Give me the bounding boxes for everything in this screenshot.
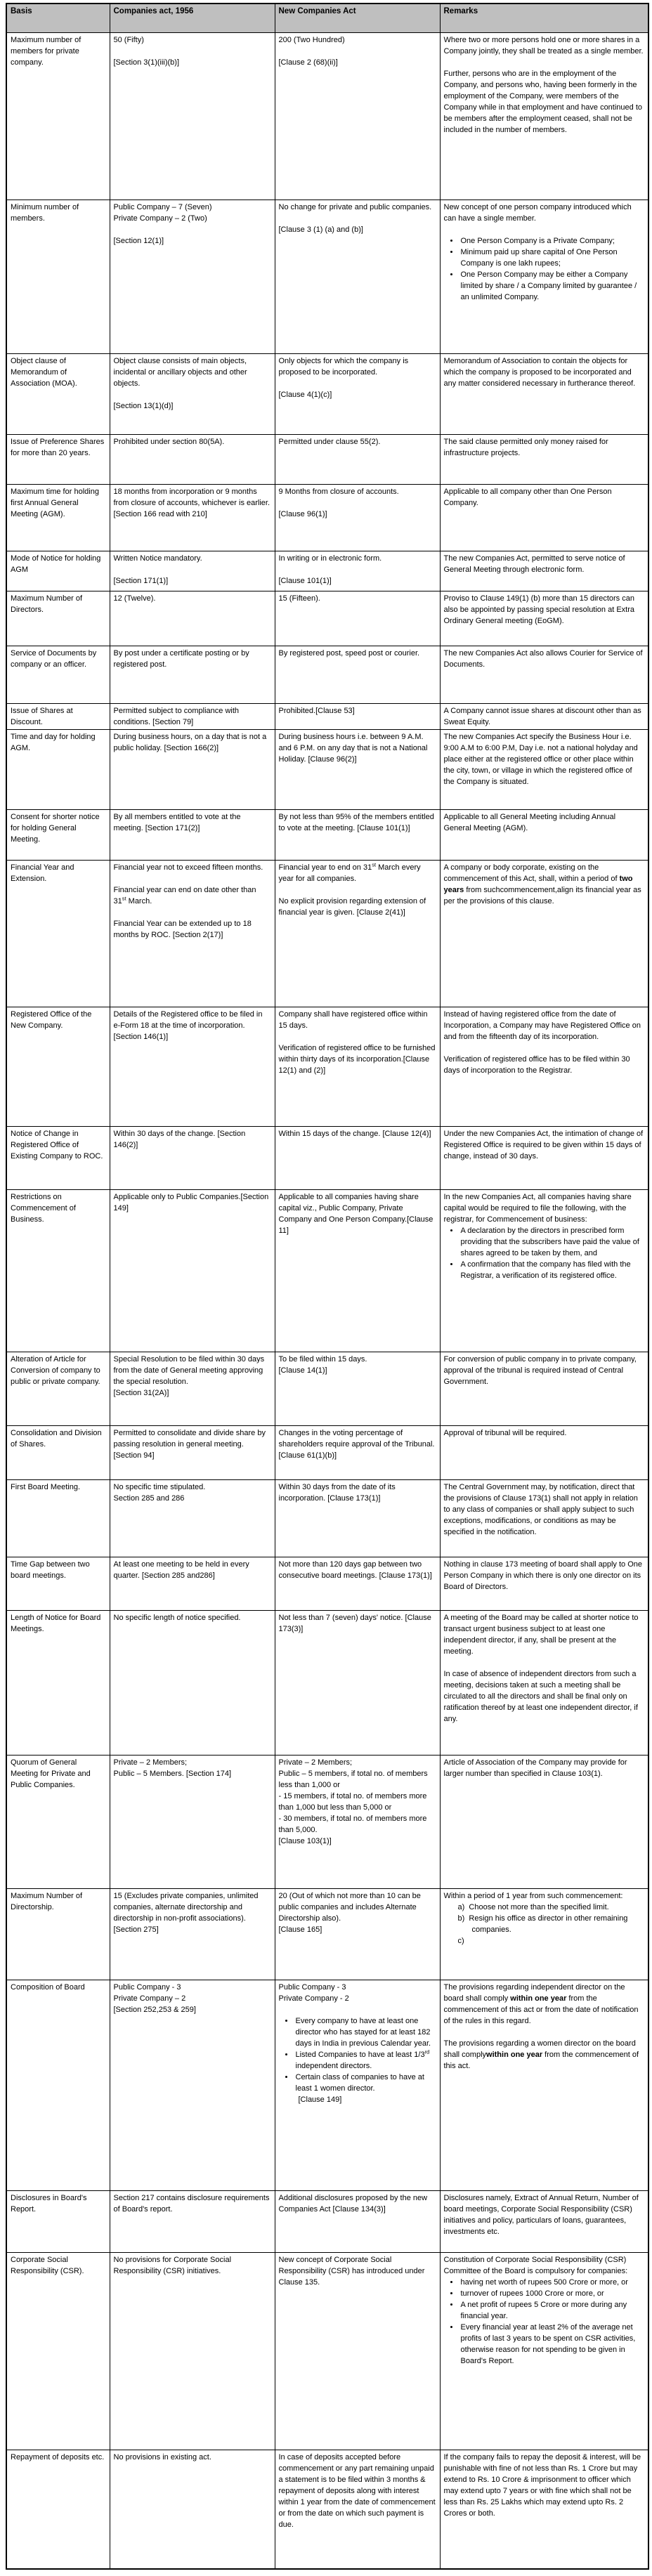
table-row bbox=[6, 33, 648, 200]
cell-companies-act-1956: Private – 2 Members; Public – 5 Members. [Section 174] bbox=[110, 1756, 275, 1889]
cell-new-companies-act: 200 (Two Hundred) [Clause 2 (68)(ii)] bbox=[275, 33, 440, 200]
cell-companies-act-1956: No provisions in existing act. bbox=[110, 2450, 275, 2569]
cell-companies-act-1956: Prohibited under section 80(5A). bbox=[110, 435, 275, 485]
table-row bbox=[6, 1352, 648, 1426]
table-row bbox=[6, 704, 648, 730]
cell-companies-act-1956: By all members entitled to vote at the meeting. [Section 171(2)] bbox=[110, 810, 275, 861]
cell-remarks: The Central Government may, by notification, direct that the provisions of Clause 173(1) shall not apply in relation to any class of companies or shall apply subject to such exceptions, modifications, or conditions as may be specified in the notification. bbox=[440, 1480, 648, 1557]
table-row bbox=[6, 1426, 648, 1480]
table-row bbox=[6, 354, 648, 435]
cell-remarks: If the company fails to repay the deposit & interest, will be punishable with fine of not less than Rs. 1 Crore but may extend to Rs. 10 Crore & imprisonment to officer which may extend upto 7 years or with fine which shall not be less than Rs. 25 Lakhs which may extend upto Rs. 2 Crores or both. bbox=[440, 2450, 648, 2569]
cell-new-companies-act: Financial year to end on 31st March every year for all companies. No explicit provision regarding extension of financial year is given. [Clause 2(41)] bbox=[275, 861, 440, 1007]
cell-remarks: Article of Association of the Company may provide for larger number than specified in Clause 103(1). bbox=[440, 1756, 648, 1889]
cell-new-companies-act: Additional disclosures proposed by the new Companies Act [Clause 134(3)] bbox=[275, 2191, 440, 2253]
cell-remarks: Under the new Companies Act, the intimation of change of Registered Office is required to be given within 15 days of change, instead of 30 days. bbox=[440, 1127, 648, 1190]
cell-remarks: The new Companies Act specify the Business Hour i.e. 9:00 A.M to 6:00 P.M, Day i.e. not a national holyday and place either at the registered office or other place within the city, town, or village in which the registered office of the Company is situated. bbox=[440, 730, 648, 810]
cell-basis: Maximum Number of Directorship. bbox=[6, 1889, 110, 1980]
cell-basis: Mode of Notice for holding AGM bbox=[6, 551, 110, 591]
cell-companies-act-1956: Object clause consists of main objects, incidental or ancillary objects and other objects. [Section 13(1)(d)] bbox=[110, 354, 275, 435]
cell-companies-act-1956: 50 (Fifty) [Section 3(1)(iii)(b)] bbox=[110, 33, 275, 200]
cell-new-companies-act: Prohibited.[Clause 53] bbox=[275, 704, 440, 730]
cell-new-companies-act: Not less than 7 (seven) days' notice. [Clause 173(3)] bbox=[275, 1611, 440, 1756]
table-row bbox=[6, 2253, 648, 2450]
table-row bbox=[6, 1480, 648, 1557]
cell-new-companies-act: To be filed within 15 days. [Clause 14(1)] bbox=[275, 1352, 440, 1426]
cell-new-companies-act: By registered post, speed post or courier. bbox=[275, 646, 440, 704]
column-header-companies-act-1956: Companies act, 1956 bbox=[110, 4, 275, 33]
table-row bbox=[6, 1756, 648, 1889]
table-row bbox=[6, 551, 648, 591]
cell-companies-act-1956: Section 217 contains disclosure requirements of Board's report. bbox=[110, 2191, 275, 2253]
cell-basis: Time Gap between two board meetings. bbox=[6, 1557, 110, 1611]
table-row bbox=[6, 485, 648, 551]
cell-companies-act-1956: By post under a certificate posting or by registered post. bbox=[110, 646, 275, 704]
cell-companies-act-1956: No specific time stipulated. Section 285 and 286 bbox=[110, 1480, 275, 1557]
cell-basis: Time and day for holding AGM. bbox=[6, 730, 110, 810]
cell-new-companies-act: Private – 2 Members; Public – 5 members, if total no. of members less than 1,000 or - 15 members, if total no. of members more than 1,000 but less than 5,000 or - 30 members, if total no. of members more than 5,000. [Clause 103(1)] bbox=[275, 1756, 440, 1889]
table-row bbox=[6, 200, 648, 354]
cell-new-companies-act: By not less than 95% of the members entitled to vote at the meeting. [Clause 101(1)] bbox=[275, 810, 440, 861]
table-row bbox=[6, 591, 648, 646]
cell-remarks: Within a period of 1 year from such commencement: Choose not more than the specified limit. Resign his office as director in other remaining companies. bbox=[440, 1889, 648, 1980]
cell-remarks: The new Companies Act also allows Courier for Service of Documents. bbox=[440, 646, 648, 704]
column-header-remarks: Remarks bbox=[440, 4, 648, 33]
cell-remarks: A company or body corporate, existing on the commencement of this Act, shall, within a period of two years from suchcommencement,align its financial year as per the provisions of this clause. bbox=[440, 861, 648, 1007]
cell-remarks: Constitution of Corporate Social Responsibility (CSR) Committee of the Board is compulsory for companies: • having net worth of rupees 500 Crore or more, or • turnover of rupees 1000 Crore or more, or • A net profit of rupees 5 Crore or more during any financial year. • Every financial year at least 2% of the average net profits of last 3 years to be spent on CSR activities, otherwise reason for not spending to be given in Board's Report. bbox=[440, 2253, 648, 2450]
cell-basis: Corporate Social Responsibility (CSR). bbox=[6, 2253, 110, 2450]
cell-remarks: The new Companies Act, permitted to serve notice of General Meeting through electronic form. bbox=[440, 551, 648, 591]
table-row bbox=[6, 1007, 648, 1127]
cell-companies-act-1956: At least one meeting to be held in every quarter. [Section 285 and286] bbox=[110, 1557, 275, 1611]
cell-companies-act-1956: Written Notice mandatory. [Section 171(1)] bbox=[110, 551, 275, 591]
cell-remarks: Nothing in clause 173 meeting of board shall apply to One Person Company in which there is only one director on its Board of Directors. bbox=[440, 1557, 648, 1611]
cell-new-companies-act: In case of deposits accepted before commencement or any part remaining unpaid a statement is to be filed within 3 months & repayment of deposits along with interest within 1 year from the date of commencement or from the date on which such payment is due. bbox=[275, 2450, 440, 2569]
cell-companies-act-1956: 15 (Excludes private companies, unlimited companies, alternate directorship and directorship in non-profit associations). [Section 275] bbox=[110, 1889, 275, 1980]
cell-basis: Financial Year and Extension. bbox=[6, 861, 110, 1007]
table-header-row bbox=[6, 4, 648, 33]
cell-new-companies-act: Only objects for which the company is proposed to be incorporated. [Clause 4(1)(c)] bbox=[275, 354, 440, 435]
cell-basis: Maximum time for holding first Annual General Meeting (AGM). bbox=[6, 485, 110, 551]
cell-new-companies-act: In writing or in electronic form. [Clause 101(1)] bbox=[275, 551, 440, 591]
cell-remarks: Applicable to all General Meeting including Annual General Meeting (AGM). bbox=[440, 810, 648, 861]
cell-new-companies-act: Applicable to all companies having share capital viz., Public Company, Private Company and One Person Company.[Clause 11] bbox=[275, 1190, 440, 1352]
cell-new-companies-act: Within 15 days of the change. [Clause 12(4)] bbox=[275, 1127, 440, 1190]
cell-basis: Consolidation and Division of Shares. bbox=[6, 1426, 110, 1480]
cell-new-companies-act: 9 Months from closure of accounts. [Clause 96(1)] bbox=[275, 485, 440, 551]
cell-basis: Minimum number of members. bbox=[6, 200, 110, 354]
cell-new-companies-act: New concept of Corporate Social Responsibility (CSR) has introduced under Clause 135. bbox=[275, 2253, 440, 2450]
cell-new-companies-act: Public Company - 3 Private Company - 2 • Every company to have at least one director who has stayed for at least 182 days in India in previous Calendar year. • Listed Companies to have at least 1/3rd independent directors. • Certain class of companies to have at least 1 women director. [Clause 149] bbox=[275, 1980, 440, 2191]
cell-companies-act-1956: Financial year not to exceed fifteen months. Financial year can end on date other than 31st March. Financial Year can be extended up to 18 months by ROC. [Section 2(17)] bbox=[110, 861, 275, 1007]
table-row bbox=[6, 810, 648, 861]
cell-basis: Registered Office of the New Company. bbox=[6, 1007, 110, 1127]
cell-companies-act-1956: Permitted to consolidate and divide share by passing resolution in general meeting. [Section 94] bbox=[110, 1426, 275, 1480]
table-row bbox=[6, 2450, 648, 2569]
cell-companies-act-1956: 12 (Twelve). bbox=[110, 591, 275, 646]
cell-basis: Maximum Number of Directors. bbox=[6, 591, 110, 646]
cell-basis: Consent for shorter notice for holding General Meeting. bbox=[6, 810, 110, 861]
table-row bbox=[6, 646, 648, 704]
cell-basis: Length of Notice for Board Meetings. bbox=[6, 1611, 110, 1756]
cell-companies-act-1956: No provisions for Corporate Social Responsibility (CSR) initiatives. bbox=[110, 2253, 275, 2450]
column-header-new-companies-act: New Companies Act bbox=[275, 4, 440, 33]
cell-new-companies-act: Permitted under clause 55(2). bbox=[275, 435, 440, 485]
cell-remarks: Memorandum of Association to contain the objects for which the company is proposed to be incorporated and any matter considered necessary in furtherance thereof. bbox=[440, 354, 648, 435]
table-row bbox=[6, 861, 648, 1007]
cell-basis: Issue of Preference Shares for more than 20 years. bbox=[6, 435, 110, 485]
cell-remarks: For conversion of public company in to private company, approval of the tribunal is required instead of Central Government. bbox=[440, 1352, 648, 1426]
cell-basis: Maximum number of members for private company. bbox=[6, 33, 110, 200]
cell-companies-act-1956: No specific length of notice specified. bbox=[110, 1611, 275, 1756]
cell-basis: Restrictions on Commencement of Business. bbox=[6, 1190, 110, 1352]
cell-companies-act-1956: Within 30 days of the change. [Section 146(2)] bbox=[110, 1127, 275, 1190]
cell-companies-act-1956: Details of the Registered office to be filed in e-Form 18 at the time of incorporation. [Section 146(1)] bbox=[110, 1007, 275, 1127]
cell-basis: Notice of Change in Registered Office of Existing Company to ROC. bbox=[6, 1127, 110, 1190]
cell-new-companies-act: Company shall have registered office within 15 days. Verification of registered office to be furnished within thirty days of its incorporation.[Clause 12(1) and (2)] bbox=[275, 1007, 440, 1127]
cell-remarks: The provisions regarding independent director on the board shall comply within one year from the commencement of this act or from the date of notification of the rules in this regard. The provisions regarding a women director on the board shall complywithin one year from the commencement of this act. bbox=[440, 1980, 648, 2191]
cell-new-companies-act: During business hours i.e. between 9 A.M. and 6 P.M. on any day that is not a National Holiday. [Clause 96(2)] bbox=[275, 730, 440, 810]
cell-basis: Repayment of deposits etc. bbox=[6, 2450, 110, 2569]
table-row bbox=[6, 1190, 648, 1352]
cell-remarks: A Company cannot issue shares at discount other than as Sweat Equity. bbox=[440, 704, 648, 730]
cell-basis: First Board Meeting. bbox=[6, 1480, 110, 1557]
cell-basis: Disclosures in Board's Report. bbox=[6, 2191, 110, 2253]
cell-new-companies-act: Changes in the voting percentage of shareholders require approval of the Tribunal. [Clause 61(1)(b)] bbox=[275, 1426, 440, 1480]
cell-remarks: Instead of having registered office from the date of Incorporation, a Company may have Registered Office on and from the fifteenth day of its incorporation. Verification of registered office has to be filed within 30 days of incorporation to the Registrar. bbox=[440, 1007, 648, 1127]
cell-remarks: Applicable to all company other than One Person Company. bbox=[440, 485, 648, 551]
cell-companies-act-1956: Public Company – 7 (Seven) Private Company – 2 (Two) [Section 12(1)] bbox=[110, 200, 275, 354]
table-row bbox=[6, 435, 648, 485]
table-row bbox=[6, 1127, 648, 1190]
table-row bbox=[6, 1889, 648, 1980]
cell-companies-act-1956: During business hours, on a day that is not a public holiday. [Section 166(2)] bbox=[110, 730, 275, 810]
cell-basis: Issue of Shares at Discount. bbox=[6, 704, 110, 730]
table-row bbox=[6, 730, 648, 810]
comparison-table bbox=[6, 3, 649, 2570]
table-row bbox=[6, 2191, 648, 2253]
cell-remarks: The said clause permitted only money raised for infrastructure projects. bbox=[440, 435, 648, 485]
cell-basis: Composition of Board bbox=[6, 1980, 110, 2191]
cell-new-companies-act: Within 30 days from the date of its incorporation. [Clause 173(1)] bbox=[275, 1480, 440, 1557]
cell-companies-act-1956: 18 months from incorporation or 9 months from closure of accounts, whichever is earlier.[Section 166 read with 210] bbox=[110, 485, 275, 551]
cell-basis: Quorum of General Meeting for Private and Public Companies. bbox=[6, 1756, 110, 1889]
cell-companies-act-1956: Permitted subject to compliance with conditions. [Section 79] bbox=[110, 704, 275, 730]
cell-basis: Service of Documents by company or an officer. bbox=[6, 646, 110, 704]
cell-remarks: Disclosures namely, Extract of Annual Return, Number of board meetings, Corporate Social Responsibility (CSR) initiatives and policy, particulars of loans, guarantees, investments etc. bbox=[440, 2191, 648, 2253]
table-body bbox=[6, 33, 648, 2569]
column-header-basis: Basis bbox=[6, 4, 110, 33]
cell-remarks: A meeting of the Board may be called at shorter notice to transact urgent business subject to at least one independent director, if any, shall be present at the meeting. In case of absence of independent directors from such a meeting, decisions taken at such a meeting shall be circulated to all the directors and shall be final only on ratification thereof by at least one independent director, if any. bbox=[440, 1611, 648, 1756]
cell-remarks: In the new Companies Act, all companies having share capital would be required to file the following, with the registrar, for Commencement of business: • A declaration by the directors in prescribed form providing that the subscribers have paid the value of shares agreed to be taken by them, and • A confirmation that the company has filed with the Registrar, a verification of its registered office. bbox=[440, 1190, 648, 1352]
table-row bbox=[6, 1611, 648, 1756]
cell-remarks: Where two or more persons hold one or more shares in a Company jointly, they shall be treated as a single member. Further, persons who are in the employment of the Company, and persons who, having been formerly in the employment of the Company, were members of the Company while in that employment and have continued to be members after the employment ceased, shall not be included in the number of members. bbox=[440, 33, 648, 200]
table-row bbox=[6, 1980, 648, 2191]
cell-companies-act-1956: Special Resolution to be filed within 30 days from the date of General meeting approving the special resolution. [Section 31(2A)] bbox=[110, 1352, 275, 1426]
table-row bbox=[6, 1557, 648, 1611]
cell-new-companies-act: Not more than 120 days gap between two consecutive board meetings. [Clause 173(1)] bbox=[275, 1557, 440, 1611]
cell-new-companies-act: 15 (Fifteen). bbox=[275, 591, 440, 646]
cell-remarks: Approval of tribunal will be required. bbox=[440, 1426, 648, 1480]
cell-companies-act-1956: Public Company - 3 Private Company – 2 [Section 252,253 & 259] bbox=[110, 1980, 275, 2191]
cell-new-companies-act: 20 (Out of which not more than 10 can be public companies and includes Alternate Directorship also). [Clause 165] bbox=[275, 1889, 440, 1980]
cell-basis: Alteration of Article for Conversion of company to public or private company. bbox=[6, 1352, 110, 1426]
cell-companies-act-1956: Applicable only to Public Companies.[Section 149] bbox=[110, 1190, 275, 1352]
cell-remarks: Proviso to Clause 149(1) (b) more than 15 directors can also be appointed by passing special resolution at Extra Ordinary General meeting (EoGM). bbox=[440, 591, 648, 646]
cell-basis: Object clause of Memorandum of Association (MOA). bbox=[6, 354, 110, 435]
cell-remarks: New concept of one person company introduced which can have a single member. • One Person Company is a Private Company; • Minimum paid up share capital of One Person Company is one lakh rupees; • One Person Company may be either a Company limited by share / a Company limited by guarantee / an unlimited Company. bbox=[440, 200, 648, 354]
cell-new-companies-act: No change for private and public companies. [Clause 3 (1) (a) and (b)] bbox=[275, 200, 440, 354]
